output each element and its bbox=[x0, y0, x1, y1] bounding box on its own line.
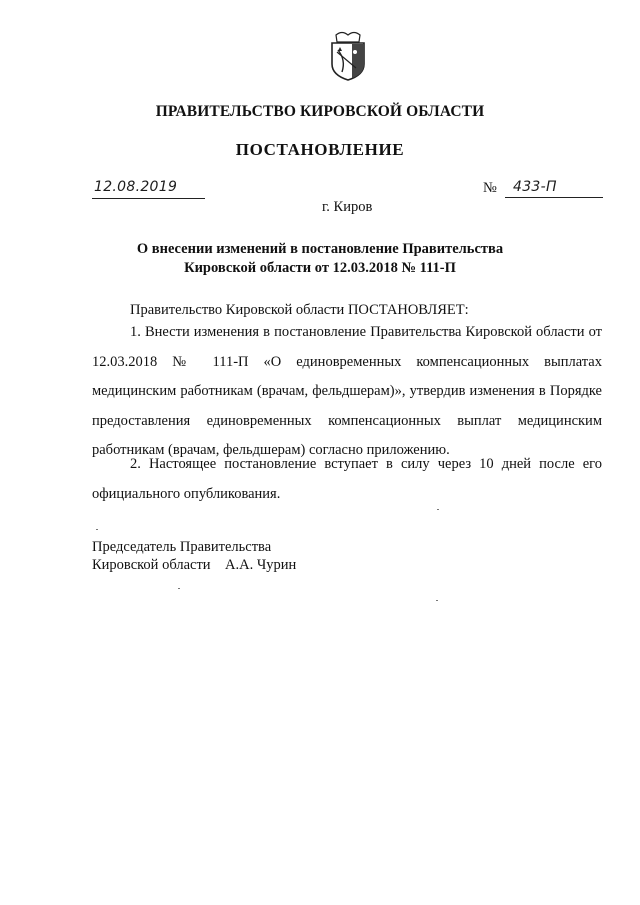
city-label: г. Киров bbox=[322, 199, 373, 215]
signature-block bbox=[92, 538, 296, 574]
organization-title: ПРАВИТЕЛЬСТВО КИРОВСКОЙ ОБЛАСТИ bbox=[155, 103, 485, 120]
subject-line-2: Кировской области от 12.03.2018 № 111-П bbox=[184, 260, 456, 276]
scan-speck bbox=[178, 588, 180, 589]
scan-speck bbox=[437, 509, 439, 510]
document-date: 12.08.2019 bbox=[94, 179, 178, 195]
document-date-field bbox=[92, 178, 205, 199]
document-number-field bbox=[483, 178, 603, 198]
number-sign: № bbox=[483, 180, 497, 196]
signature-name: Кировской области А.А. Чурин bbox=[92, 557, 297, 573]
scan-speck bbox=[436, 600, 438, 601]
document-subject bbox=[0, 240, 640, 278]
scan-speck bbox=[96, 529, 98, 530]
intro-paragraph: Правительство Кировской области ПОСТАНОВЛЯЕТ: bbox=[130, 302, 469, 318]
document-type-title: ПОСТАНОВЛЕНИЕ bbox=[235, 140, 405, 159]
item-1-paragraph: 1. Внести изменения в постановление Правительства Кировской области от 12.03.2018 № 111-П «О единовременных компенсационных выплатах медицинским работникам (врачам, фельдшерам)», утвердив изменения в Порядке предоставления единовременных компенсационных выплат медицинским работникам (врачам, фельдшерам) согласно приложению. bbox=[92, 324, 602, 458]
signature-position: Председатель Правительства bbox=[92, 539, 272, 555]
number-underline bbox=[505, 178, 603, 198]
subject-line-1: О внесении изменений в постановление Правительства bbox=[136, 241, 504, 257]
document-number: 433-П bbox=[513, 179, 557, 195]
kirov-oblast-coat-of-arms-icon bbox=[328, 30, 368, 82]
coat-of-arms-icon bbox=[328, 30, 368, 82]
item-2-paragraph: 2. Настоящее постановление вступает в силу через 10 дней после его официального опубликования. bbox=[92, 456, 602, 502]
